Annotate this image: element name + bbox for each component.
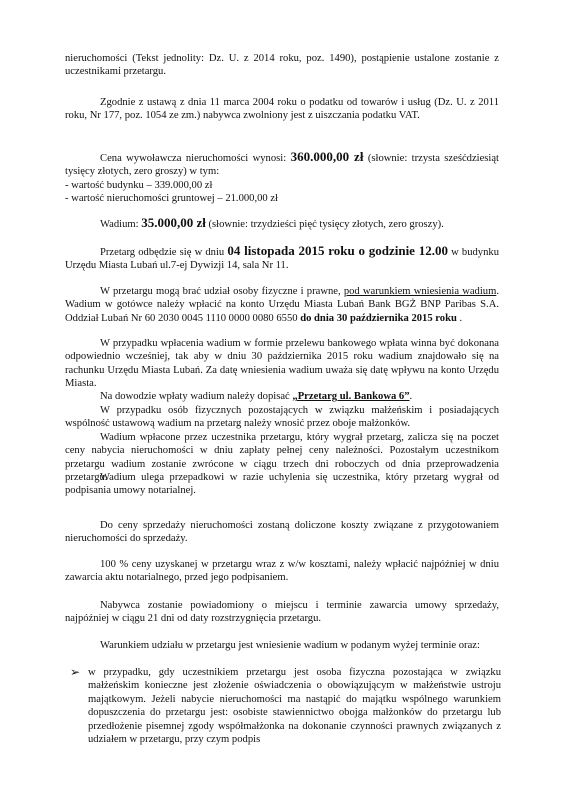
price-intro: Cena wywoławcza nieruchomości wynosi:: [100, 153, 291, 164]
starting-price: 360.000,00 zł: [290, 149, 364, 164]
paragraph-costs: Do ceny sprzedaży nieruchomości zostaną doliczone koszty związane z przygotowaniem nieruchomości do sprzedaży.: [65, 520, 499, 545]
auction-intro: Przetarg odbędzie się w dniu: [100, 247, 228, 258]
paragraph-participation: [65, 285, 499, 325]
deposit-amount: 35.000,00 zł: [141, 215, 206, 230]
building-value: - wartość budynku – 339.000,00 zł: [65, 179, 213, 191]
paragraph-deposit-forfeit: Wadium ulega przepadkowi w razie uchylenia się uczestnika, który przetarg wygrał od podpisania umowy notarialnej.: [65, 472, 499, 497]
paragraph-auction-date: [65, 244, 499, 273]
payment-note-intro: Na dowodzie wpłaty wadium należy dopisać: [100, 391, 293, 402]
period: .: [409, 391, 413, 402]
paragraph-transfer: W przypadku wpłacenia wadium w formie przelewu bankowego wpłata winna być dokonana odpowiednio wcześniej, tak aby w dniu 30 października 2015 roku wadium znajdowało się na rachunku Urzędu Miasta Lubań. Za datę wniesienia wadium uważa się datę wpływu na konto Urzędu Miasta.: [65, 338, 499, 390]
deposit-label: Wadium:: [100, 219, 142, 230]
deposit-condition: pod warunkiem wniesienia wadium: [343, 286, 497, 297]
deposit-words: (słownie: trzydzieści pięć tysięcy złotych, zero groszy).: [205, 219, 444, 230]
auction-date: 04 listopada 2015 roku o godzinie 12.00: [227, 243, 448, 258]
paragraph-conditions: Warunkiem udziału w przetargu jest wniesienie wadium w podanym wyżej terminie oraz:: [100, 640, 480, 651]
bank-account-text: . Wadium w gotówce należy wpłacić na konto Urzędu Miasta Lubań Bank BGŻ BNP Paribas S.A. Oddział Lubań Nr 60 2030 0045 1110 0000 0080 6550: [65, 286, 499, 324]
participation-intro: W przetargu mogą brać udział osoby fizyczne i prawne,: [100, 286, 344, 297]
paragraph-notification: Nabywca zostanie powiadomiony o miejscu i terminie zawarcia umowy sprzedaży, najpóźniej w ciągu 21 dni od daty rozstrzygnięcia przetargu.: [65, 600, 499, 625]
paragraph-deposit-return: Wadium wpłacone przez uczestnika przetargu, który wygrał przetarg, zalicza się na poczet ceny nabycia nieruchomości w dniu zapłaty pełnej ceny należności. Pozostałym uczestnikom przetargu wadium zostanie zwrócone w ciągu trzech dni roboczych od dnia przeprowadzenia przetargu.: [65, 432, 499, 484]
paragraph-payment-note: [65, 390, 499, 403]
price-words: (słownie: trzysta sześćdziesiąt tysięcy złotych, zero groszy) w tym:: [65, 153, 500, 178]
paragraph-payment: 100 % ceny uzyskanej w przetargu wraz z w/w kosztami, należy wpłacić najpóźniej w dniu zawarcia aktu notarialnego, przed jego podpisaniem.: [65, 559, 499, 584]
paragraph-starting-price: [65, 150, 499, 206]
paragraph-spouses: W przypadku osób fizycznych pozostających w związku małżeńskim i posiadających wspólność ustawową wadium na przetarg należy wnosić przez oboje małżonków.: [65, 405, 499, 430]
paragraph-deposit: [65, 216, 499, 231]
bullet-arrow-icon: ➢: [70, 665, 81, 679]
period: .: [456, 312, 463, 324]
deposit-deadline: do dnia 30 października 2015 roku: [300, 312, 457, 324]
paragraph-vat: Zgodnie z ustawą z dnia 11 marca 2004 roku o podatku od towarów i usług (Dz. U. z 2011 roku, Nr 177, poz. 1054 ze zm.) nabywca zwolniony jest z uiszczania podatku VAT.: [65, 97, 499, 122]
auction-location: w budynku Urzędu Miasta Lubań ul.7-ej Dywizji 14, sala Nr 11.: [65, 247, 499, 272]
paragraph-law-reference: nieruchomości (Tekst jednolity: Dz. U. z 2014 roku, poz. 1490), postąpienie ustalone zostanie z uczestnikami przetargu.: [65, 53, 499, 78]
bullet-marital-status: w przypadku, gdy uczestnikiem przetargu jest osoba fizyczna pozostająca w związku małżeńskim konieczne jest złożenie oświadczenia o obowiązującym w małżeństwie ustroju majątkowym. Jeżeli nabycie nieruchomości ma nastąpić do majątku wspólnego warunkiem dopuszczenia do przetargu jest: osobiste stawiennictwo obojga małżonków do przetargu lub przedłożenie pisemnej zgody współmałżonka na dokonanie czynności prawnych związanych z udziałem w przetargu, przy czym podpis: [88, 667, 501, 746]
land-value: - wartość nieruchomości gruntowej – 21.000,00 zł: [65, 193, 279, 205]
payment-note-title: „Przetarg ul. Bankowa 6”: [292, 391, 410, 402]
